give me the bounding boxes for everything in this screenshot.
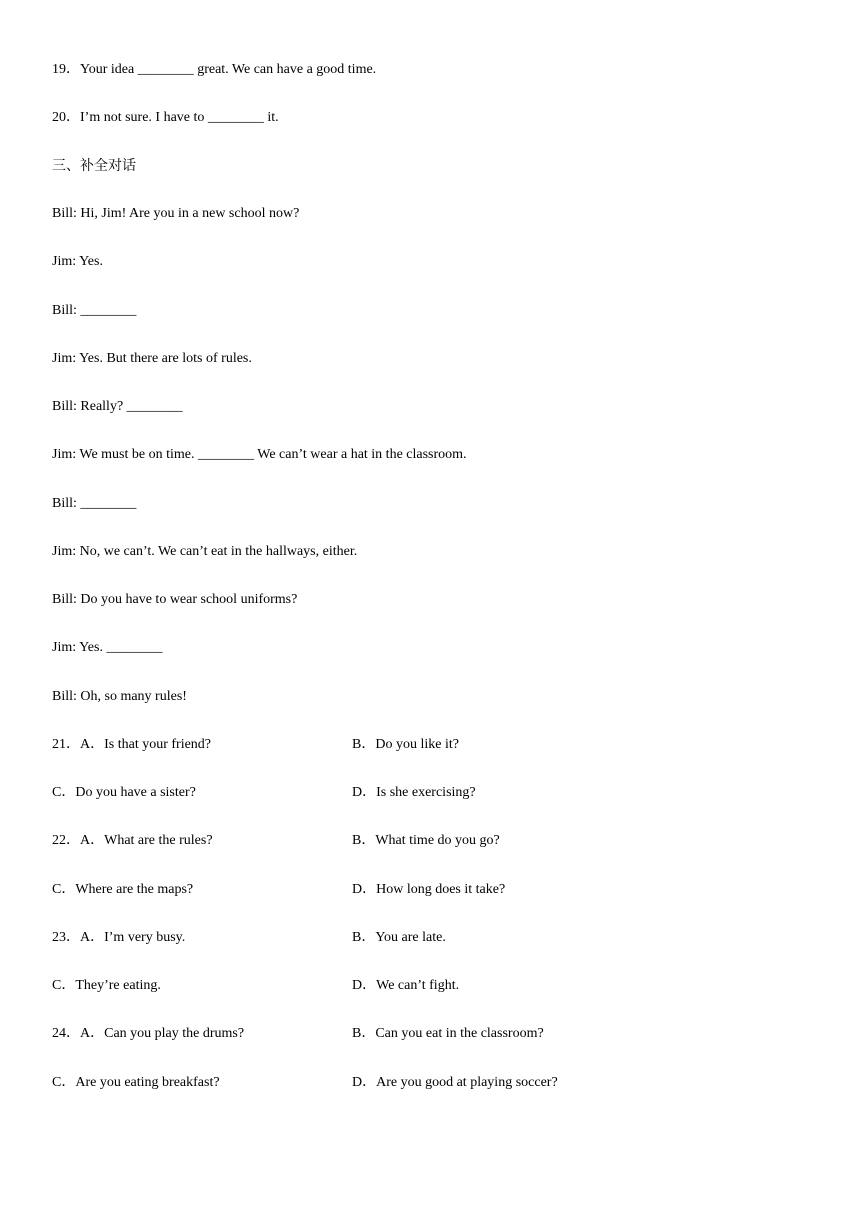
dialogue-line: Jim: Yes. But there are lots of rules. — [52, 351, 252, 366]
question-21-option-d: D．Is she exercising? — [352, 785, 476, 800]
dialogue-line: Bill: ________ — [52, 496, 137, 511]
dialogue-line: Bill: Hi, Jim! Are you in a new school now? — [52, 206, 300, 221]
dialogue-line: Jim: Yes. — [52, 254, 103, 269]
question-23-option-a: 23．A．I’m very busy. — [52, 930, 186, 945]
dialogue-line: Bill: Oh, so many rules! — [52, 689, 187, 704]
question-22-option-a: 22．A．What are the rules? — [52, 833, 213, 848]
section-title: 三、补全对话 — [52, 158, 136, 174]
question-20: 20．I’m not sure. I have to ________ it. — [52, 110, 279, 125]
question-24-option-d: D．Are you good at playing soccer? — [352, 1075, 558, 1090]
dialogue-line: Jim: No, we can’t. We can’t eat in the hallways, either. — [52, 544, 358, 559]
question-19: 19．Your idea ________ great. We can have a good time. — [52, 62, 377, 77]
question-22-option-c: C．Where are the maps? — [52, 882, 194, 897]
question-22-option-b: B．What time do you go? — [352, 833, 500, 848]
question-21-option-c: C．Do you have a sister? — [52, 785, 196, 800]
question-24-option-b: B．Can you eat in the classroom? — [352, 1026, 544, 1041]
question-23-option-c: C．They’re eating. — [52, 978, 161, 993]
question-24-option-c: C．Are you eating breakfast? — [52, 1075, 220, 1090]
question-21-option-a: 21．A．Is that your friend? — [52, 737, 212, 752]
question-24-option-a: 24．A．Can you play the drums? — [52, 1026, 245, 1041]
question-21-option-b: B．Do you like it? — [352, 737, 459, 752]
question-23-option-b: B．You are late. — [352, 930, 446, 945]
dialogue-line: Jim: Yes. ________ — [52, 640, 163, 655]
dialogue-line: Bill: Really? ________ — [52, 399, 183, 414]
dialogue-line: Bill: ________ — [52, 303, 137, 318]
question-22-option-d: D．How long does it take? — [352, 882, 506, 897]
dialogue-line: Bill: Do you have to wear school uniforms? — [52, 592, 298, 607]
question-23-option-d: D．We can’t fight. — [352, 978, 460, 993]
dialogue-line: Jim: We must be on time. ________ We can’t wear a hat in the classroom. — [52, 447, 467, 462]
